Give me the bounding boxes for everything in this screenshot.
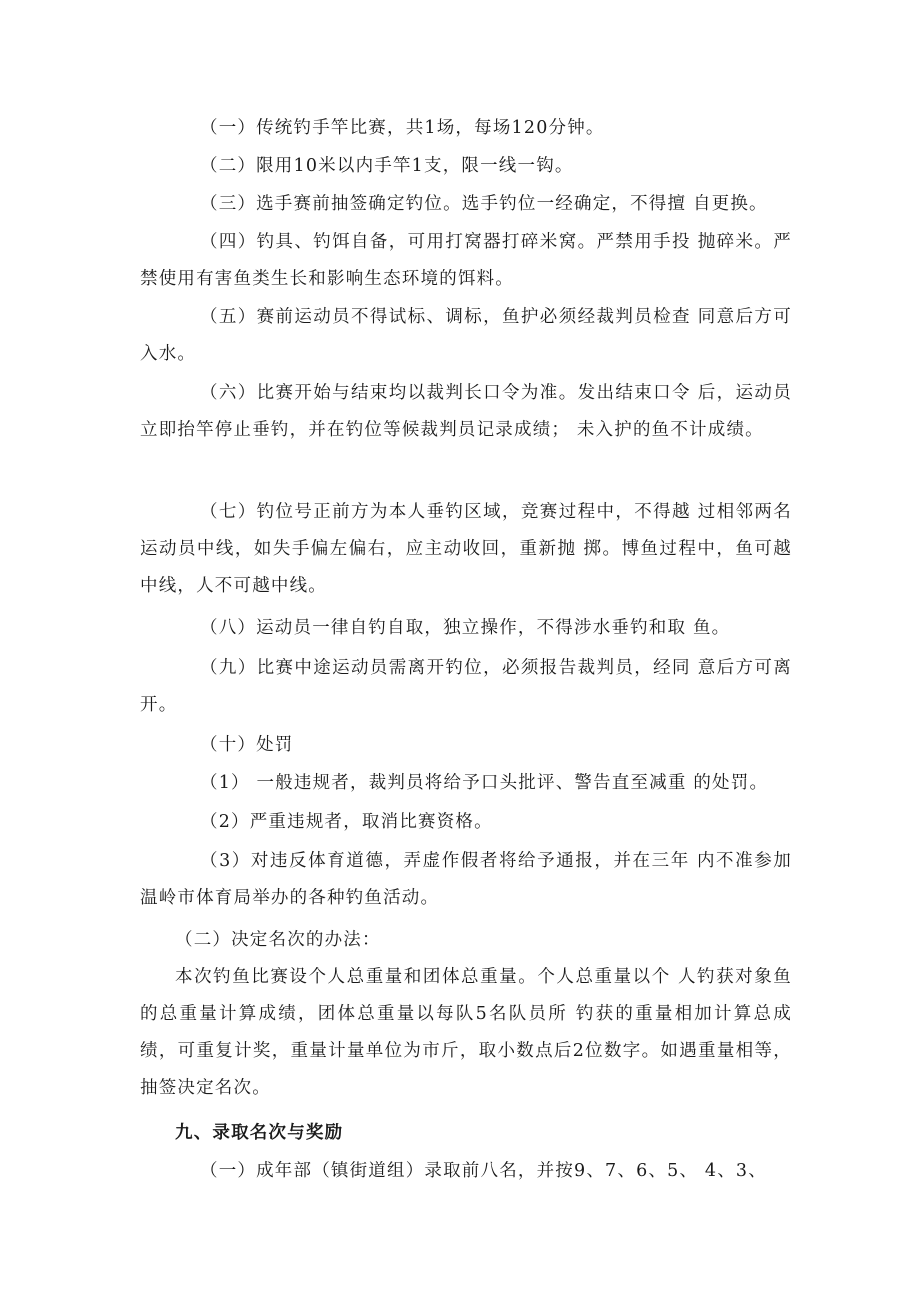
rule-2: （二）限用10米以内手竿1支，限一线一钩。 [200, 156, 574, 176]
rule-3: （三）选手赛前抽签确定钓位。选手钓位一经确定，不得擅 自更换。 [200, 194, 768, 214]
rule-8: （八）运动员一律自钓自取，独立操作，不得涉水垂钓和取 鱼。 [200, 618, 731, 638]
ranking-method-body: 本次钓鱼比赛设个人总重量和团体总重量。个人总重量以个 人钓获对象鱼的总重量计算成绩，团体总重量以每队5名队员所 钓获的重量相加计算总成绩，可重复计奖，重量计量单位为市斤，取小数点后2位数字。如遇重量相等，抽签决定名次。 [140, 967, 792, 1098]
ranking-method-heading: （二）决定名次的办法： [175, 930, 381, 950]
rule-6: （六）比赛开始与结束均以裁判长口令为准。发出结束口令 后，运动员立即抬竿停止垂钓，并在钓位等候裁判员记录成绩； 未入护的鱼不计成绩。 [140, 383, 792, 440]
awards-adult: （一）成年部（镇街道组）录取前八名，并按9、7、6、5、 4、3、 [200, 1161, 767, 1181]
section-nine-heading: 九、录取名次与奖励 [175, 1123, 344, 1143]
rule-7: （七）钓位号正前方为本人垂钓区域，竞赛过程中，不得越 过相邻两名运动员中线，如失手偏左偏右，应主动收回，重新抛 掷。博鱼过程中，鱼可越中线，人不可越中线。 [140, 502, 792, 596]
rule-5: （五）赛前运动员不得试标、调标，鱼护必须经裁判员检查 同意后方可入水。 [140, 307, 792, 364]
rule-4: （四）钓具、钓饵自备，可用打窝器打碎米窝。严禁用手投 抛碎米。严禁使用有害鱼类生长和影响生态环境的饵料。 [140, 232, 792, 289]
rule-10-title: （十）处罚 [200, 735, 294, 755]
penalty-3: （3）对违反体育道德，弄虚作假者将给予通报，并在三年 内不准参加温岭市体育局举办的各种钓鱼活动。 [140, 851, 792, 908]
penalty-1: （1） 一般违规者，裁判员将给予口头批评、警告直至减重 的处罚。 [200, 773, 769, 793]
rule-1: （一）传统钓手竿比赛，共1场，每场120分钟。 [200, 118, 605, 138]
rule-9: （九）比赛中途运动员需离开钓位，必须报告裁判员，经同 意后方可离开。 [140, 658, 792, 715]
penalty-2: （2）严重违规者，取消比赛资格。 [200, 812, 493, 832]
